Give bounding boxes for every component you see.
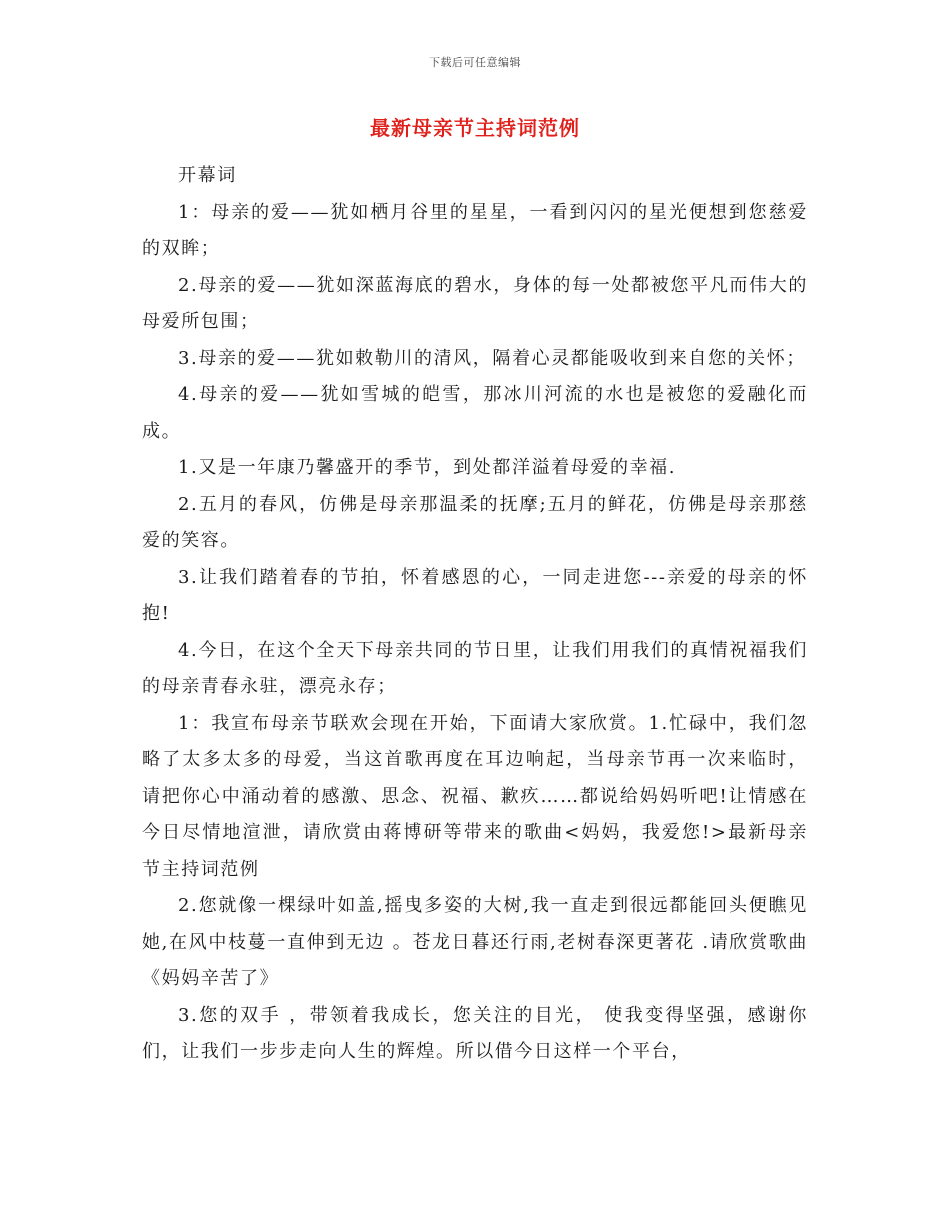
paragraph-opening: 开幕词 [178,165,237,186]
paragraph: 1：母亲的爱——犹如栖月谷里的星星，一看到闪闪的星光便想到您慈爱的双眸； [142,201,808,259]
paragraph: 3.让我们踏着春的节拍，怀着感恩的心，一同走进您---亲爱的母亲的怀抱! [142,566,808,624]
paragraph: 2.五月的春风，仿佛是母亲那温柔的抚摩;五月的鲜花，仿佛是母亲那慈爱的笑容。 [142,493,808,551]
document-body [142,158,808,1071]
paragraph: 3.母亲的爱——犹如敕勒川的清风，隔着心灵都能吸收到来自您的关怀； [178,347,806,369]
paragraph: 4.母亲的爱——犹如雪城的皑雪，那冰川河流的水也是被您的爱融化而成。 [142,384,808,442]
page-header-note: 下载后可任意编辑 [429,56,521,69]
paragraph: 2.母亲的爱——犹如深蓝海底的碧水，身体的每一处都被您平凡而伟大的母爱所包围； [142,274,808,332]
paragraph: 1.又是一年康乃馨盛开的季节，到处都洋溢着母爱的幸福. [178,457,677,478]
document-title: 最新母亲节主持词范例 [370,116,580,140]
paragraph: 4.今日，在这个全天下母亲共同的节日里，让我们用我们的真情祝福我们的母亲青春永驻，漂亮永存； [142,639,808,697]
paragraph: 3.您的双手 ，带领着我成长，您关注的目光， 使我变得坚强，感谢你们，让我们一步步走向人生的辉煌。所以借今日这样一个平台， [142,1004,808,1062]
paragraph: 1：我宣布母亲节联欢会现在开始，下面请大家欣赏。1.忙碌中，我们忽略了太多太多的母爱，当这首歌再度在耳边响起，当母亲节再一次来临时，请把你心中涌动着的感激、思念、祝福、歉疚……都说给妈妈听吧!让情感在今日尽情地渲泄，请欣赏由蒋博研等带来的歌曲<妈妈，我爱您!>最新母亲节主持词范例 [142,712,808,880]
paragraph: 2.您就像一棵绿叶如盖,摇曳多姿的大树,我一直走到很远都能回头便瞧见她,在风中枝蔓一直伸到无边 。苍龙日暮还行雨,老树春深更著花 .请欣赏歌曲 《妈妈辛苦了》 [142,895,808,989]
